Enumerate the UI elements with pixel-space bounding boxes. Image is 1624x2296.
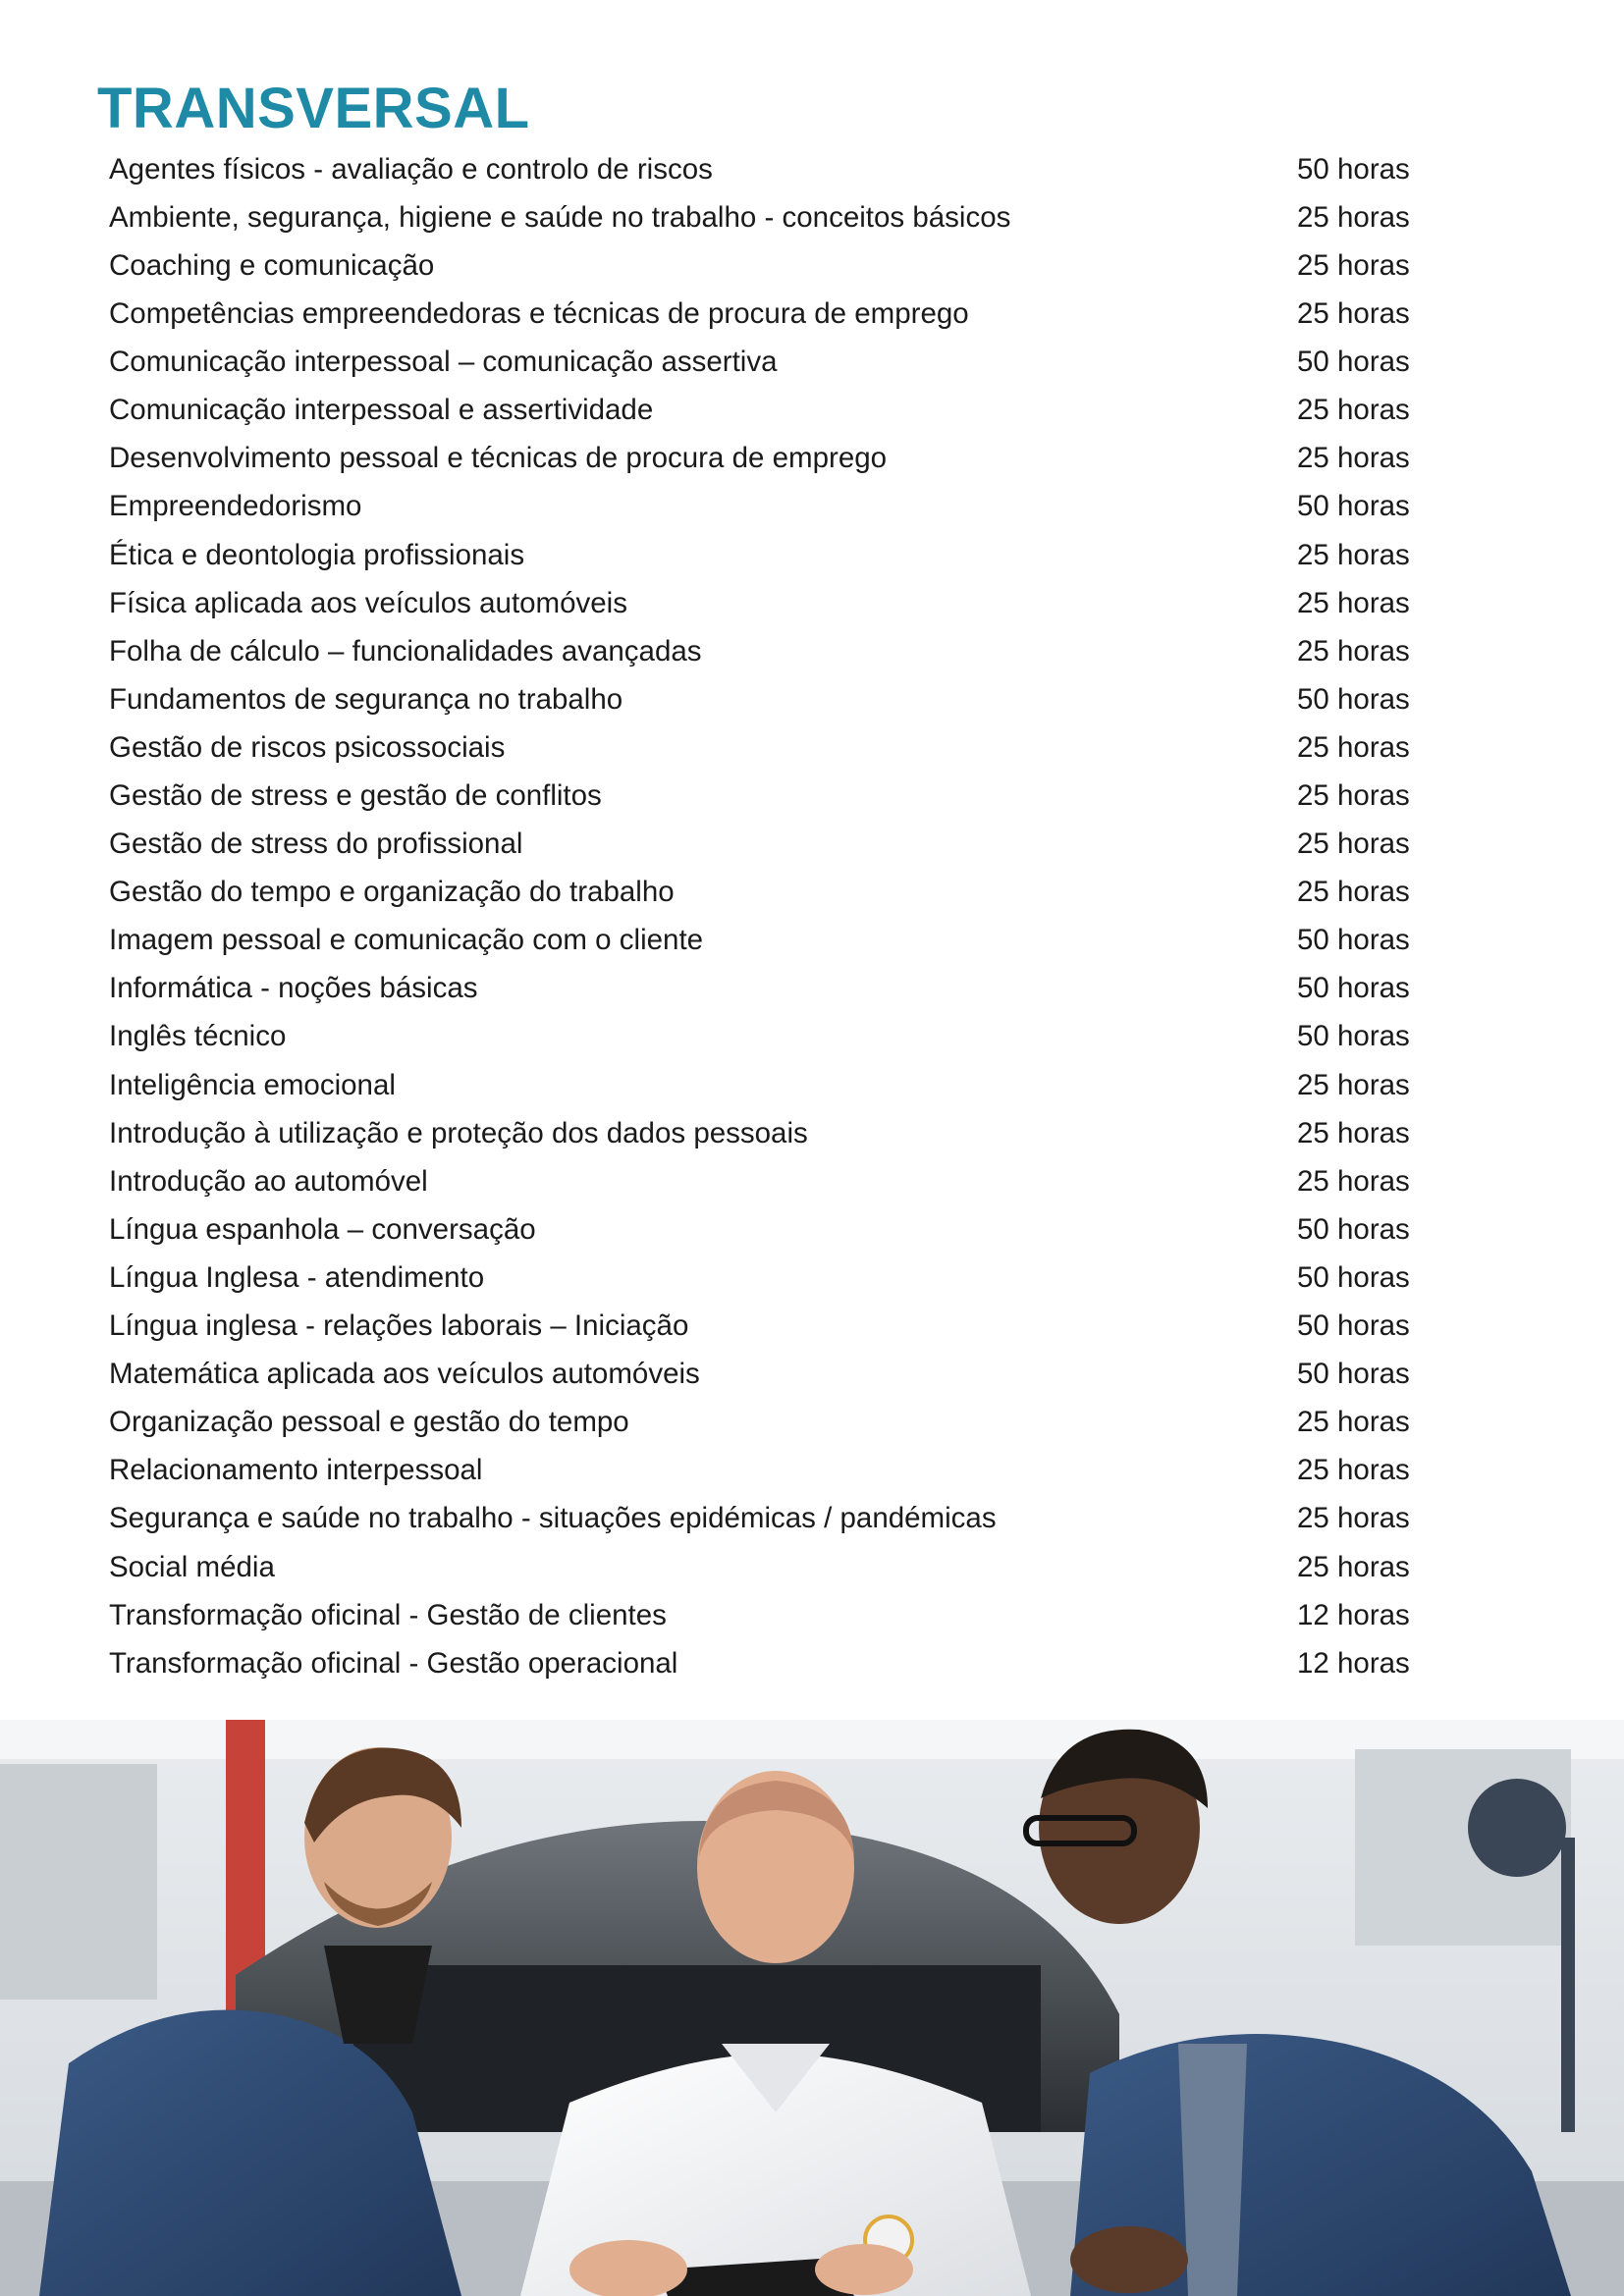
workshop-photo	[0, 1720, 1624, 2296]
course-hours: 50 horas	[1297, 1309, 1410, 1343]
course-hours: 25 horas	[1297, 876, 1410, 909]
course-row	[109, 1254, 1425, 1302]
course-name: Empreendedorismo	[109, 490, 362, 523]
course-hours: 50 horas	[1297, 490, 1410, 523]
course-hours: 50 horas	[1297, 346, 1410, 379]
course-row	[109, 1013, 1425, 1061]
course-hours: 25 horas	[1297, 538, 1410, 571]
course-hours: 50 horas	[1297, 152, 1410, 186]
section-title: TRANSVERSAL	[97, 77, 530, 140]
course-hours: 25 horas	[1297, 1116, 1410, 1149]
course-name: Língua Inglesa - atendimento	[109, 1260, 485, 1294]
course-name: Desenvolvimento pessoal e técnicas de procura de emprego	[109, 442, 888, 475]
course-hours: 25 horas	[1297, 634, 1410, 667]
course-name: Informática - noções básicas	[109, 972, 478, 1005]
course-row	[109, 917, 1425, 965]
hose	[1561, 1838, 1575, 2132]
course-name: Social média	[109, 1550, 275, 1583]
course-row	[109, 965, 1425, 1013]
course-name: Comunicação interpessoal – comunicação assertiva	[109, 346, 778, 379]
course-name: Física aplicada aos veículos automóveis	[109, 586, 627, 619]
hose-reel-icon	[1468, 1779, 1566, 1877]
course-name: Inteligência emocional	[109, 1068, 396, 1101]
course-hours: 25 horas	[1297, 442, 1410, 475]
course-hours: 25 horas	[1297, 1454, 1410, 1487]
course-name: Matemática aplicada aos veículos automóveis	[109, 1358, 700, 1391]
window-panel	[0, 1764, 157, 2000]
course-name: Agentes físicos - avaliação e controlo de riscos	[109, 152, 713, 186]
course-row	[109, 868, 1425, 916]
course-name: Segurança e saúde no trabalho - situações epidémicas / pandémicas	[109, 1502, 997, 1535]
course-row	[109, 1447, 1425, 1495]
course-row	[109, 338, 1425, 386]
course-name: Imagem pessoal e comunicação com o cliente	[109, 924, 704, 957]
course-row	[109, 820, 1425, 868]
course-name: Gestão de riscos psicossociais	[109, 730, 506, 764]
course-row	[109, 627, 1425, 675]
course-hours: 25 horas	[1297, 200, 1410, 234]
course-hours: 25 horas	[1297, 1068, 1410, 1101]
course-row	[109, 1109, 1425, 1157]
course-hours: 25 horas	[1297, 1502, 1410, 1535]
course-name: Fundamentos de segurança no trabalho	[109, 682, 623, 716]
course-row	[109, 1591, 1425, 1639]
course-hours: 50 horas	[1297, 682, 1410, 716]
course-name: Língua inglesa - relações laborais – Iniciação	[109, 1309, 689, 1343]
workshop-photo-illustration	[0, 1720, 1624, 2296]
course-row	[109, 1543, 1425, 1591]
course-name: Organização pessoal e gestão do tempo	[109, 1406, 629, 1439]
course-hours: 50 horas	[1297, 1358, 1410, 1391]
course-row	[109, 1205, 1425, 1254]
course-hours: 25 horas	[1297, 828, 1410, 861]
course-name: Introdução à utilização e proteção dos dados pessoais	[109, 1116, 808, 1149]
course-row	[109, 1157, 1425, 1205]
course-name: Comunicação interpessoal e assertividade	[109, 394, 654, 427]
course-row	[109, 1350, 1425, 1398]
course-row	[109, 531, 1425, 579]
course-row	[109, 675, 1425, 723]
course-hours: 50 horas	[1297, 1260, 1410, 1294]
course-name: Ética e deontologia profissionais	[109, 538, 525, 571]
course-hours: 12 horas	[1297, 1646, 1410, 1680]
course-row	[109, 1302, 1425, 1350]
course-name: Inglês técnico	[109, 1020, 287, 1053]
course-hours: 25 horas	[1297, 248, 1410, 282]
course-row	[109, 241, 1425, 290]
course-row	[109, 290, 1425, 338]
course-name: Transformação oficinal - Gestão operacional	[109, 1646, 678, 1680]
course-hours: 25 horas	[1297, 730, 1410, 764]
course-name: Coaching e comunicação	[109, 248, 435, 282]
course-hours: 25 horas	[1297, 586, 1410, 619]
course-row	[109, 1639, 1425, 1687]
course-row	[109, 723, 1425, 772]
course-row	[109, 483, 1425, 531]
course-row	[109, 193, 1425, 241]
course-name: Competências empreendedoras e técnicas de procura de emprego	[109, 297, 969, 331]
course-row	[109, 1495, 1425, 1543]
course-hours: 50 horas	[1297, 924, 1410, 957]
course-name: Gestão do tempo e organização do trabalho	[109, 876, 675, 909]
course-hours: 12 horas	[1297, 1598, 1410, 1631]
course-row	[109, 1398, 1425, 1446]
course-name: Língua espanhola – conversação	[109, 1212, 536, 1246]
course-name: Relacionamento interpessoal	[109, 1454, 483, 1487]
course-hours: 25 horas	[1297, 394, 1410, 427]
course-row	[109, 1061, 1425, 1109]
course-hours: 25 horas	[1297, 1406, 1410, 1439]
course-row	[109, 579, 1425, 627]
course-name: Transformação oficinal - Gestão de clientes	[109, 1598, 667, 1631]
course-hours: 50 horas	[1297, 1020, 1410, 1053]
course-name: Ambiente, segurança, higiene e saúde no trabalho - conceitos básicos	[109, 200, 1011, 234]
course-name: Folha de cálculo – funcionalidades avançadas	[109, 634, 702, 667]
course-hours: 25 horas	[1297, 1550, 1410, 1583]
course-hours: 50 horas	[1297, 972, 1410, 1005]
course-name: Gestão de stress e gestão de conflitos	[109, 779, 602, 813]
course-hours: 50 horas	[1297, 1212, 1410, 1246]
course-row	[109, 386, 1425, 434]
course-hours: 25 horas	[1297, 297, 1410, 331]
course-name: Introdução ao automóvel	[109, 1164, 428, 1198]
course-row	[109, 435, 1425, 483]
course-hours: 25 horas	[1297, 779, 1410, 813]
course-row	[109, 145, 1425, 193]
course-name: Gestão de stress do profissional	[109, 828, 523, 861]
course-row	[109, 772, 1425, 820]
course-list	[109, 145, 1425, 1687]
course-hours: 25 horas	[1297, 1164, 1410, 1198]
